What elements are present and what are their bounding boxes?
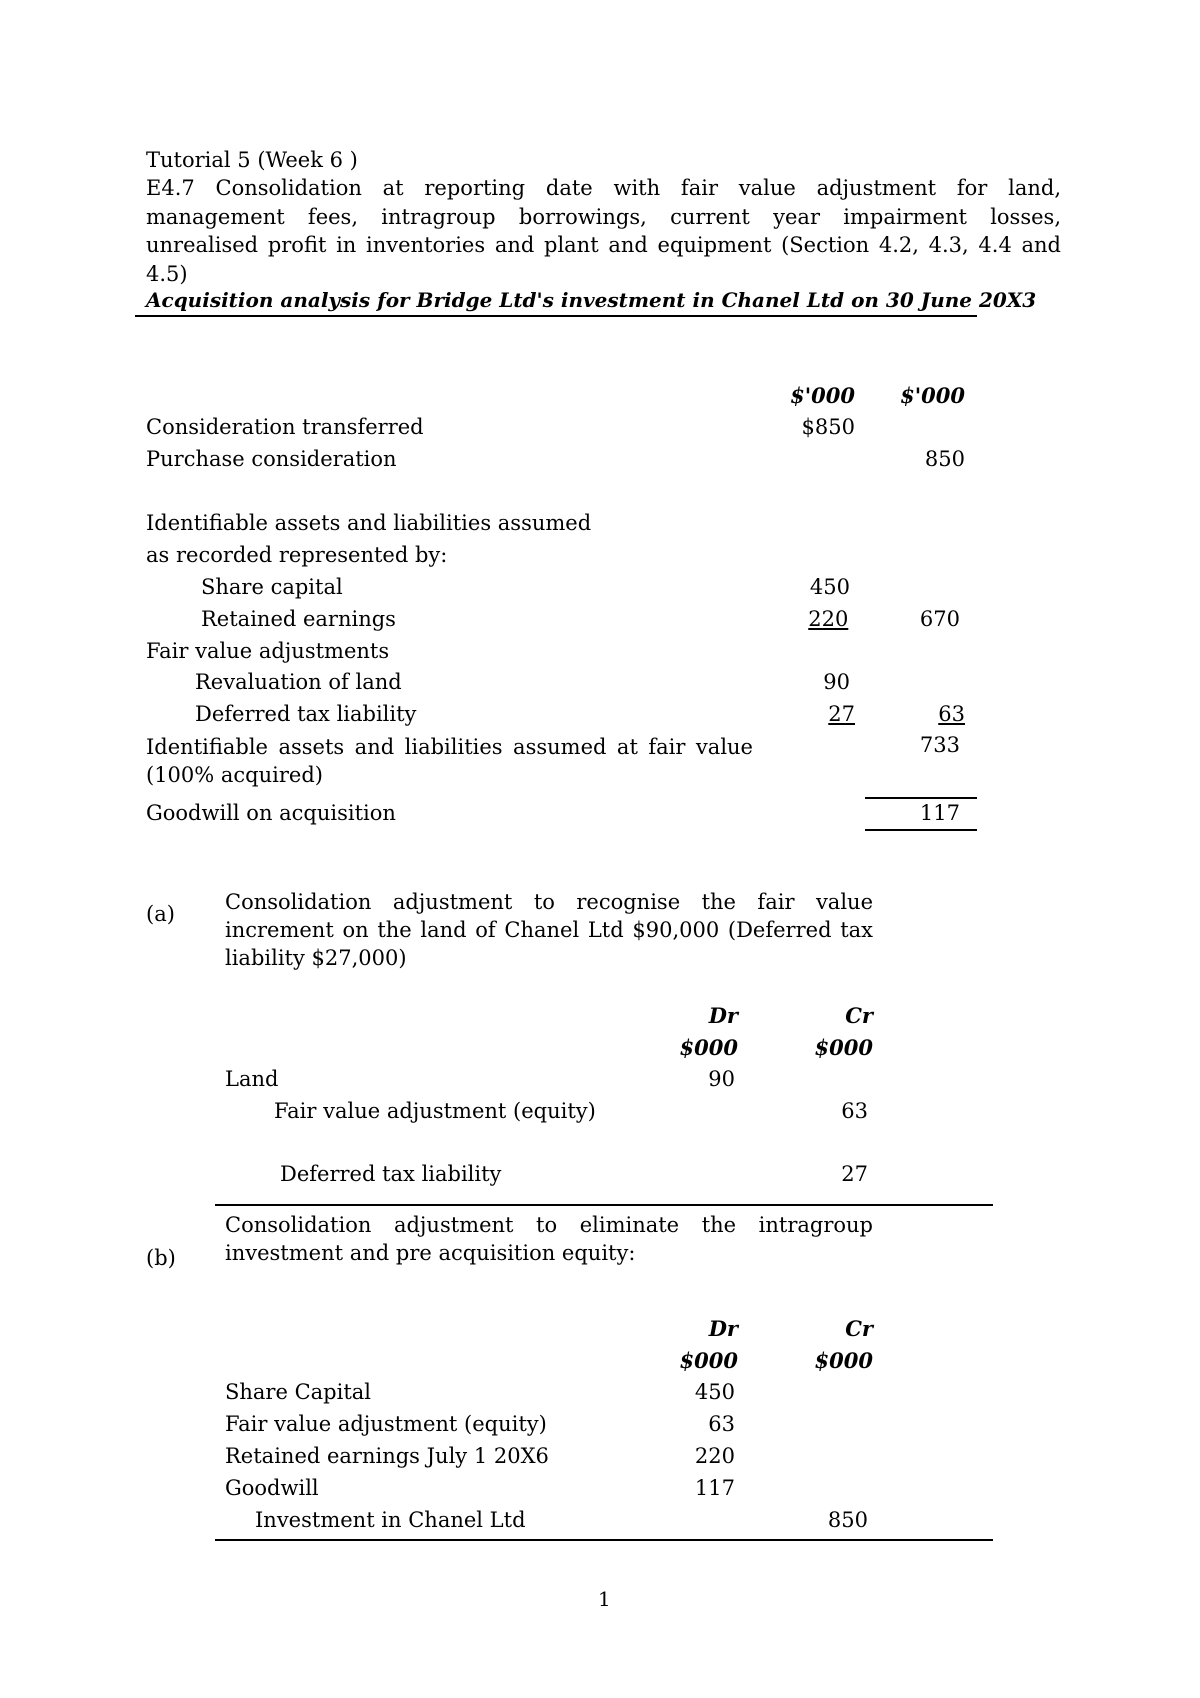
- entry-b-row-goodwill: Goodwill: [225, 1476, 319, 1500]
- entry-a-row-fva-cr: 63: [841, 1099, 868, 1123]
- col2-header: $'000: [900, 383, 965, 408]
- entry-a-cr-unit: $000: [814, 1035, 873, 1060]
- entry-a-marker: (a): [146, 902, 175, 926]
- dtl-subtotal: 63: [938, 702, 965, 726]
- entry-a-row-dtl: Deferred tax liability: [280, 1162, 502, 1186]
- goodwill-label: Goodwill on acquisition: [146, 801, 396, 825]
- entry-b-marker: (b): [146, 1246, 176, 1270]
- entry-b-row-share-capital: Share Capital: [225, 1380, 371, 1404]
- entry-b-cr-header: Cr: [845, 1316, 873, 1341]
- retained-earnings-label: Retained earnings: [201, 607, 396, 631]
- entry-b-row-retained-dr: 220: [694, 1444, 735, 1468]
- entry-a-row-fva: Fair value adjustment (equity): [274, 1099, 596, 1123]
- dtl-value: 27: [828, 702, 855, 726]
- entry-a-bottom-rule: [215, 1204, 993, 1206]
- purchase-label: Purchase consideration: [146, 447, 397, 471]
- entry-b-dr-header: Dr: [708, 1316, 738, 1341]
- goodwill-bottom-rule: [865, 829, 977, 831]
- entry-b-description: Consolidation adjustment to eliminate the intragroup investment and pre acquisition equity:: [225, 1213, 873, 1265]
- tutorial-heading: Tutorial 5 (Week 6 ): [146, 148, 358, 172]
- title-rule: [135, 315, 977, 317]
- fair-value-label: Identifiable assets and liabilities assumed at fair value (100% acquired): [146, 735, 753, 787]
- fva-label: Fair value adjustments: [146, 639, 390, 663]
- goodwill-value: 117: [919, 801, 960, 825]
- entry-b-row-investment: Investment in Chanel Ltd: [255, 1508, 526, 1532]
- entry-b-bottom-rule: [215, 1539, 993, 1541]
- goodwill-top-rule: [865, 797, 977, 799]
- purchase-value: 850: [924, 447, 965, 471]
- exercise-intro: E4.7 Consolidation at reporting date with fair value adjustment for land, management fees, intragroup borrowings, current year impairment losses, unrealised profit in inventories and plant and equipment (Section 4.2, 4.3, 4.4 and 4.5): [146, 176, 1061, 286]
- entry-a-dr-unit: $000: [679, 1035, 738, 1060]
- page-number: 1: [598, 1587, 611, 1611]
- entry-b-row-goodwill-dr: 117: [694, 1476, 735, 1500]
- entry-b-row-share-capital-dr: 450: [694, 1380, 735, 1404]
- entry-b-row-fva-dr: 63: [708, 1412, 735, 1436]
- entry-b-cr-unit: $000: [814, 1348, 873, 1373]
- identifiable-line2: as recorded represented by:: [146, 543, 448, 567]
- share-capital-value: 450: [809, 575, 850, 599]
- share-capital-label: Share capital: [201, 575, 343, 599]
- consideration-label: Consideration transferred: [146, 415, 424, 439]
- revaluation-value: 90: [823, 670, 850, 694]
- col1-header: $'000: [790, 383, 855, 408]
- entry-a-cr-header: Cr: [845, 1003, 873, 1028]
- revaluation-label: Revaluation of land: [195, 670, 402, 694]
- fair-value-total: 733: [919, 733, 960, 757]
- entry-a-row-land-dr: 90: [708, 1067, 735, 1091]
- entry-a-row-land: Land: [225, 1067, 279, 1091]
- retained-earnings-value: [790, 607, 855, 631]
- retained-subtotal: 670: [919, 607, 960, 631]
- dtl-label: Deferred tax liability: [195, 702, 417, 726]
- acquisition-title: Acquisition analysis for Bridge Ltd's investment in Chanel Ltd on 30 June 20X3: [146, 288, 1037, 312]
- entry-b-row-fva: Fair value adjustment (equity): [225, 1412, 547, 1436]
- entry-b-row-investment-cr: 850: [827, 1508, 868, 1532]
- entry-b-row-retained: Retained earnings July 1 20X6: [225, 1444, 549, 1468]
- entry-a-row-dtl-cr: 27: [841, 1162, 868, 1186]
- retained-earnings-amount: 220: [808, 607, 849, 631]
- entry-b-dr-unit: $000: [679, 1348, 738, 1373]
- consideration-value: $850: [801, 415, 855, 439]
- entry-a-description: Consolidation adjustment to recognise the fair value increment on the land of Chanel Ltd $90,000 (Deferred tax liability $27,000): [225, 890, 873, 970]
- identifiable-line1: Identifiable assets and liabilities assumed: [146, 511, 592, 535]
- entry-a-dr-header: Dr: [708, 1003, 738, 1028]
